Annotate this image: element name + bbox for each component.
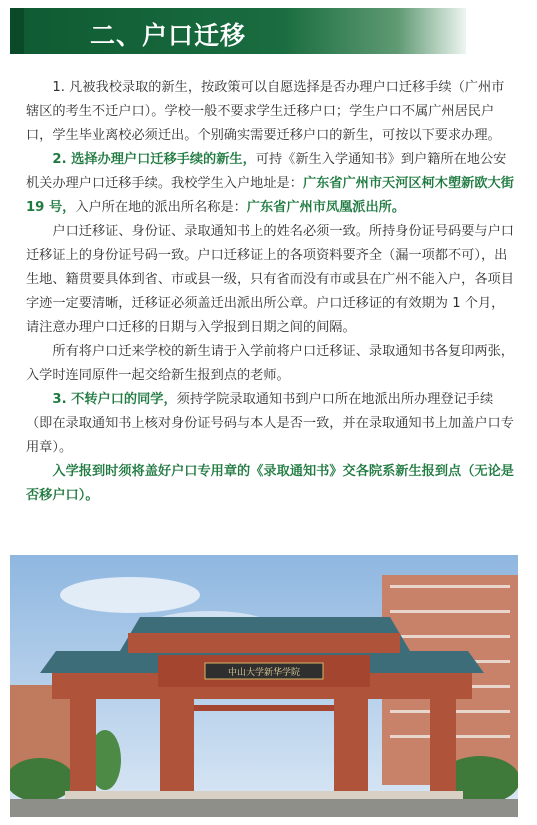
police-station-name: 广东省广州市凤凰派出所。 (246, 200, 406, 215)
paragraph-2-heading: 2. 选择办理户口迁移手续的新生， (52, 152, 256, 167)
section-title: 二、户口迁移 (90, 21, 247, 50)
paragraph-1: 1. 凡被我校录取的新生，按政策可以自愿选择是否办理户口迁移手续（广州市辖区的考生不迁户口）。学校一般不要求学生迁移户口；学生户口不属广州居民户口，学生毕业离校必须迁出。个别确实需要迁移户口的新生，可按以下要求办理。 (26, 80, 505, 143)
article-body (26, 76, 514, 508)
paragraph-2-text-1: 可持《新生入学通知书》到户籍所在地公安机关办理户口迁移手续。我校学生入户地址是： (26, 152, 507, 191)
paragraph-5-heading: 3. 不转户口的同学， (52, 392, 177, 407)
paragraph-6-notice: 入学报到时须将盖好户口专用章的《录取通知书》交各院系新生报到点（无论是否移户口）。 (26, 464, 514, 503)
paragraph-3: 户口迁移证、身份证、录取通知书上的姓名必须一致。所持身份证号码要与户口迁移证上的身份证号码一致。户口迁移证上的各项资料要齐全（漏一项都不可），出生地、籍贯要具体到省、市或县一级，只有省而没有市或县在广州不能入户，各项目字迹一定要清晰，迁移证必须盖迁出派出所公章。户口迁移证的有效期为 1 个月，请注意办理户口迁移的日期与入学报到日期之间的间隔。 (26, 224, 514, 335)
paragraph-2-text-2: 入户所在地的派出所名称是： (75, 200, 247, 215)
enrollment-address: 广东省广州市天河区柯木塱新欧大街 19 号， (26, 176, 514, 215)
campus-gate-illustration (10, 555, 518, 817)
paragraph-4: 所有将户口迁来学校的新生请于入学前将户口迁移证、录取通知书各复印两张，入学时连同原件一起交给新生报到点的老师。 (26, 344, 514, 383)
paragraph-5-text: 须持学院录取通知书到户口所在地派出所办理登记手续（即在录取通知书上核对身份证号码与本人是否一致，并在录取通知书上加盖户口专用章）。 (26, 392, 514, 455)
gate-sign: 中山大学新华学院 (227, 668, 301, 678)
section-header (10, 8, 466, 54)
paragraph-5 (26, 388, 514, 460)
header-accent-bar (10, 8, 24, 54)
campus-gate-photo (10, 555, 518, 817)
paragraph-2 (26, 148, 514, 220)
